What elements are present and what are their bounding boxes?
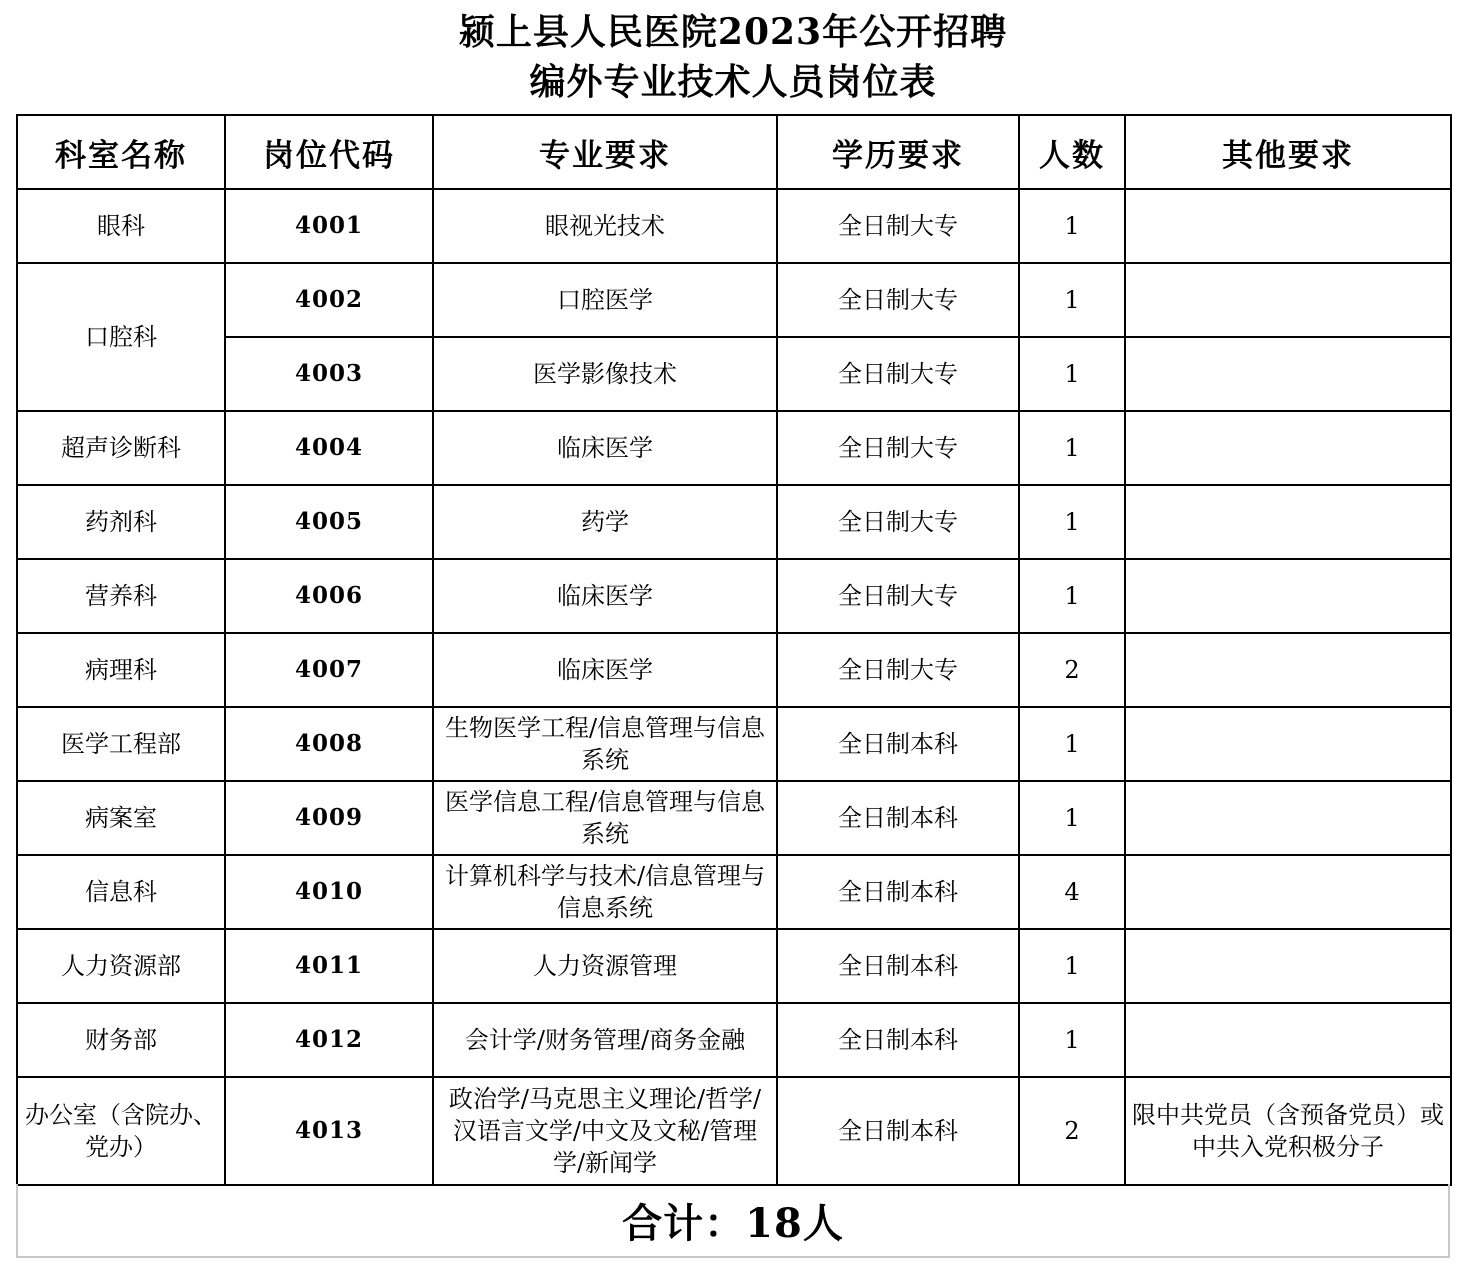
- table-row: [17, 559, 1451, 633]
- cell-code: 4008: [225, 707, 433, 781]
- cell-dept: 营养科: [17, 559, 225, 633]
- cell-other: [1125, 263, 1451, 337]
- cell-count: 1: [1019, 559, 1125, 633]
- page-title-line-1: 颍上县人民医院2023年公开招聘: [458, 11, 1008, 53]
- cell-dept: 人力资源部: [17, 929, 225, 1003]
- cell-other: [1125, 559, 1451, 633]
- cell-code: 4006: [225, 559, 433, 633]
- cell-count: 1: [1019, 411, 1125, 485]
- page-title-line-2: 编外专业技术人员岗位表: [529, 61, 937, 103]
- cell-education: 全日制本科: [777, 707, 1019, 781]
- cell-education: 全日制本科: [777, 1077, 1019, 1185]
- cell-major: 药学: [433, 485, 777, 559]
- cell-code: 4012: [225, 1003, 433, 1077]
- cell-count: 1: [1019, 337, 1125, 411]
- header-education: 学历要求: [777, 115, 1019, 189]
- table-row: [17, 929, 1451, 1003]
- cell-code: 4013: [225, 1077, 433, 1185]
- cell-major: 生物医学工程/信息管理与信息系统: [433, 707, 777, 781]
- cell-count: 1: [1019, 263, 1125, 337]
- total-summary: [16, 1184, 1450, 1258]
- cell-other: [1125, 189, 1451, 263]
- cell-major: 计算机科学与技术/信息管理与信息系统: [433, 855, 777, 929]
- cell-code: 4005: [225, 485, 433, 559]
- cell-other: [1125, 411, 1451, 485]
- header-count: 人数: [1019, 115, 1125, 189]
- cell-education: 全日制本科: [777, 781, 1019, 855]
- cell-education: 全日制大专: [777, 411, 1019, 485]
- table-row: [17, 1077, 1451, 1185]
- table-header-row: [17, 115, 1451, 189]
- cell-education: 全日制大专: [777, 633, 1019, 707]
- cell-other: [1125, 485, 1451, 559]
- cell-count: 2: [1019, 1077, 1125, 1185]
- cell-count: 1: [1019, 485, 1125, 559]
- cell-count: 1: [1019, 929, 1125, 1003]
- table-row: [17, 189, 1451, 263]
- cell-major: 口腔医学: [433, 263, 777, 337]
- cell-dept: 病案室: [17, 781, 225, 855]
- table-row: [17, 633, 1451, 707]
- cell-education: 全日制大专: [777, 337, 1019, 411]
- total-label: 合计：18人: [622, 1199, 844, 1247]
- table-row: [17, 411, 1451, 485]
- cell-major: 医学影像技术: [433, 337, 777, 411]
- cell-dept: 超声诊断科: [17, 411, 225, 485]
- cell-code: 4004: [225, 411, 433, 485]
- table-row: [17, 263, 1451, 337]
- cell-count: 1: [1019, 781, 1125, 855]
- cell-code: 4007: [225, 633, 433, 707]
- table-row: [17, 337, 1451, 411]
- cell-count: 2: [1019, 633, 1125, 707]
- cell-other: [1125, 929, 1451, 1003]
- cell-count: 1: [1019, 707, 1125, 781]
- cell-dept: 病理科: [17, 633, 225, 707]
- cell-dept: 医学工程部: [17, 707, 225, 781]
- cell-code: 4001: [225, 189, 433, 263]
- table-row: [17, 781, 1451, 855]
- cell-count: 4: [1019, 855, 1125, 929]
- cell-code: 4010: [225, 855, 433, 929]
- cell-major: 临床医学: [433, 411, 777, 485]
- cell-major: 眼视光技术: [433, 189, 777, 263]
- cell-code: 4002: [225, 263, 433, 337]
- cell-other: [1125, 707, 1451, 781]
- cell-major: 临床医学: [433, 559, 777, 633]
- cell-code: 4011: [225, 929, 433, 1003]
- cell-education: 全日制本科: [777, 1003, 1019, 1077]
- cell-major: 政治学/马克思主义理论/哲学/汉语言文学/中文及文秘/管理学/新闻学: [433, 1077, 777, 1185]
- cell-other: [1125, 855, 1451, 929]
- cell-dept: 信息科: [17, 855, 225, 929]
- cell-education: 全日制本科: [777, 929, 1019, 1003]
- positions-table: [16, 114, 1452, 1186]
- table-row: [17, 707, 1451, 781]
- cell-other: 限中共党员（含预备党员）或中共入党积极分子: [1125, 1077, 1451, 1185]
- table-row: [17, 485, 1451, 559]
- cell-code: 4009: [225, 781, 433, 855]
- cell-education: 全日制大专: [777, 559, 1019, 633]
- header-major: 专业要求: [433, 115, 777, 189]
- cell-code: 4003: [225, 337, 433, 411]
- cell-count: 1: [1019, 189, 1125, 263]
- cell-major: 医学信息工程/信息管理与信息系统: [433, 781, 777, 855]
- header-other: 其他要求: [1125, 115, 1451, 189]
- cell-dept: 办公室（含院办、党办）: [17, 1077, 225, 1185]
- cell-other: [1125, 781, 1451, 855]
- cell-education: 全日制大专: [777, 189, 1019, 263]
- cell-other: [1125, 337, 1451, 411]
- cell-other: [1125, 1003, 1451, 1077]
- cell-count: 1: [1019, 1003, 1125, 1077]
- cell-dept: 药剂科: [17, 485, 225, 559]
- cell-education: 全日制本科: [777, 855, 1019, 929]
- cell-dept: 财务部: [17, 1003, 225, 1077]
- table-row: [17, 855, 1451, 929]
- cell-dept: 眼科: [17, 189, 225, 263]
- cell-major: 临床医学: [433, 633, 777, 707]
- header-code: 岗位代码: [225, 115, 433, 189]
- cell-education: 全日制大专: [777, 263, 1019, 337]
- cell-other: [1125, 633, 1451, 707]
- cell-major: 会计学/财务管理/商务金融: [433, 1003, 777, 1077]
- cell-major: 人力资源管理: [433, 929, 777, 1003]
- cell-dept: 口腔科: [17, 263, 225, 411]
- table-row: [17, 1003, 1451, 1077]
- cell-education: 全日制大专: [777, 485, 1019, 559]
- header-dept: 科室名称: [17, 115, 225, 189]
